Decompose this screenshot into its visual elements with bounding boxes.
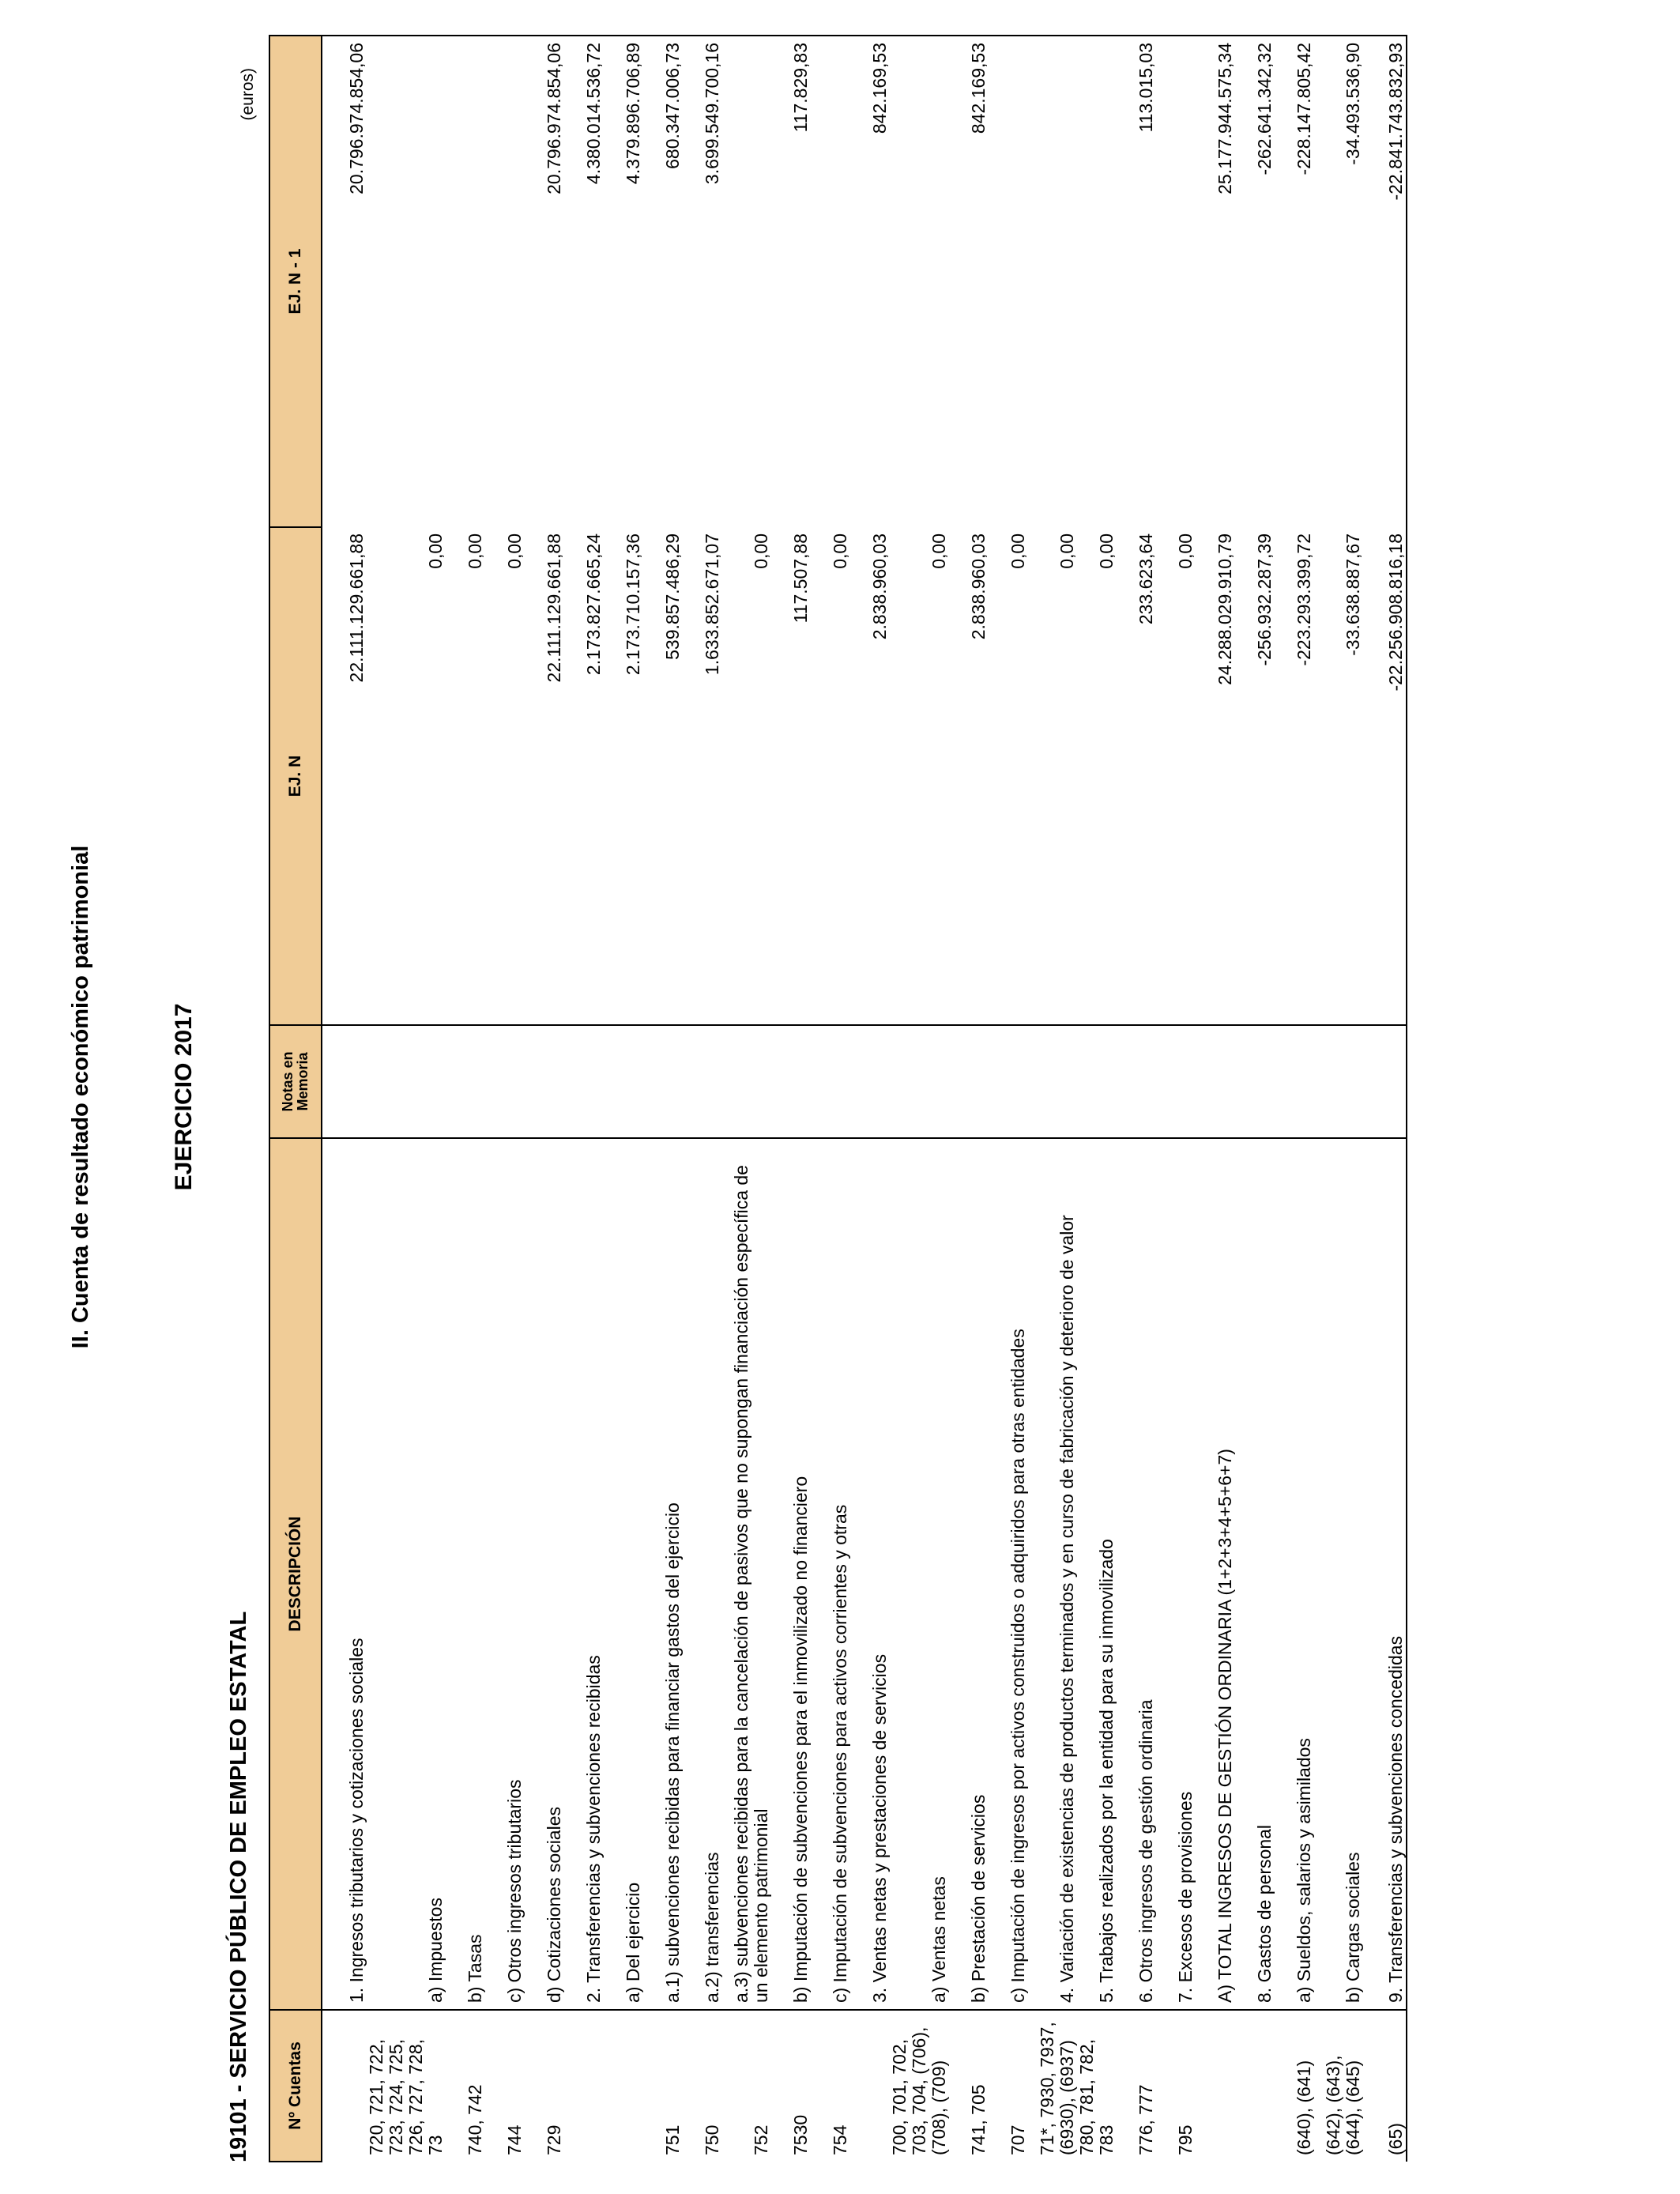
- account-cell: 795: [1175, 2124, 1196, 2155]
- table-row: [989, 36, 1028, 2162]
- account-cell: (65): [1363, 2010, 1407, 2162]
- notes-cell: [1275, 1025, 1314, 1138]
- table-body: [322, 36, 1407, 2162]
- description-cell: b) Tasas: [446, 1138, 485, 2010]
- year-n-cell: 0,00: [929, 533, 949, 569]
- description-cell: a.3) subvenciones recibidas para la cancelación de pasivos que no supongan financiación específica de un elemento patrimonial: [722, 1138, 771, 2010]
- notes-cell: [564, 1025, 604, 1138]
- notes-cell: [322, 1025, 367, 1138]
- account-cell: 752: [751, 2124, 771, 2155]
- description-cell: 1. Ingresos tributarios y cotizaciones sociales: [322, 1138, 367, 2010]
- description-cell: c) Imputación de subvenciones para activos corrientes y otras: [811, 1138, 850, 2010]
- account-cell: (640), (641): [1294, 2060, 1314, 2155]
- year-n1-cell: 3.699.549.700,16: [683, 36, 722, 527]
- table-row: [525, 36, 564, 2162]
- year-n-cell: 233.623,64: [1136, 533, 1156, 625]
- year-n1-cell: 4.379.896.706,89: [604, 36, 643, 527]
- description-cell: b) Imputación de subvenciones para el inmovilizado no financiero: [771, 1138, 811, 2010]
- account-cell: 780, 781, 782, 783: [1076, 2038, 1117, 2155]
- year-n-cell: 0,00: [1008, 533, 1028, 569]
- notes-cell: [949, 1025, 989, 1138]
- income-statement-table: [269, 35, 1407, 2162]
- account-cell: 741, 705: [968, 2084, 989, 2155]
- year-n-cell: 2.838.960,03: [968, 533, 989, 640]
- account-cell: [1235, 2010, 1275, 2162]
- year-n-cell: -256.932.287,39: [1254, 533, 1275, 666]
- col-header-accounts: Nº Cuentas: [269, 2010, 322, 2162]
- account-cell: [604, 2010, 643, 2162]
- notes-cell: [683, 1025, 722, 1138]
- account-cell: [850, 2010, 890, 2162]
- description-cell: a.1) subvenciones recibidas para financiar gastos del ejercicio: [643, 1138, 683, 2010]
- notes-cell: [604, 1025, 643, 1138]
- table-row: [322, 36, 367, 2162]
- table-row: [643, 36, 683, 2162]
- table-row: [367, 36, 446, 2162]
- table-row: [1156, 36, 1196, 2162]
- page-title: II. Cuenta de resultado económico patrimonial: [68, 845, 93, 1349]
- year-n-cell: 0,00: [751, 533, 771, 569]
- year-n-cell: -33.638.887,67: [1343, 533, 1363, 656]
- year-n-cell: -223.293.399,72: [1294, 533, 1314, 666]
- account-cell: 776, 777: [1136, 2084, 1156, 2155]
- table-row: [604, 36, 643, 2162]
- account-cell: 750: [702, 2124, 722, 2155]
- notes-cell: [643, 1025, 683, 1138]
- notes-cell: [989, 1025, 1028, 1138]
- year-n-cell: 0,00: [465, 533, 485, 569]
- table-row: [1028, 36, 1077, 2162]
- table-row: [1275, 36, 1314, 2162]
- table-row: [771, 36, 811, 2162]
- year-n1-cell: -22.841.743.832,93: [1363, 36, 1407, 527]
- notes-cell: [1077, 1025, 1117, 1138]
- table-row: [850, 36, 890, 2162]
- year-n1-cell: 117.829,83: [771, 36, 811, 527]
- description-cell: a) Ventas netas: [890, 1138, 949, 2010]
- table-row: [446, 36, 485, 2162]
- year-n-cell: 0,00: [425, 533, 446, 569]
- year-n-cell: 539.857.486,29: [662, 533, 683, 660]
- notes-cell: [1314, 1025, 1363, 1138]
- table-row: [485, 36, 525, 2162]
- year-n-cell: 22.111.129.661,88: [544, 533, 564, 683]
- description-cell: c) Otros ingresos tributarios: [485, 1138, 525, 2010]
- description-cell: a) Impuestos: [367, 1138, 446, 2010]
- year-n1-cell: 842.169,53: [949, 36, 989, 527]
- account-cell: 751: [662, 2124, 683, 2155]
- year-n1-cell: [890, 36, 949, 527]
- year-n1-cell: 20.796.974.854,06: [322, 36, 367, 527]
- year-n1-cell: 113.015,03: [1117, 36, 1156, 527]
- notes-cell: [446, 1025, 485, 1138]
- table-row: [722, 36, 771, 2162]
- year-n-cell: 2.173.827.665,24: [583, 533, 604, 676]
- account-cell: 707: [1008, 2124, 1028, 2155]
- description-cell: 3. Ventas netas y prestaciones de servicios: [850, 1138, 890, 2010]
- account-cell: 71*, 7930, 7937, (6930), (6937): [1037, 2022, 1077, 2155]
- year-n1-cell: [1077, 36, 1117, 527]
- table-row: [1314, 36, 1363, 2162]
- account-cell: 740, 742: [465, 2084, 485, 2155]
- year-n1-cell: [1156, 36, 1196, 527]
- description-cell: c) Imputación de ingresos por activos construidos o adquiridos para otras entidades: [989, 1138, 1028, 2010]
- account-cell: 7530: [790, 2114, 811, 2155]
- table-row: [1077, 36, 1117, 2162]
- year-n1-cell: 25.177.944.575,34: [1196, 36, 1235, 527]
- account-cell: [564, 2010, 604, 2162]
- year-n-cell: 0,00: [1175, 533, 1196, 569]
- year-n-cell: 0,00: [1057, 533, 1077, 569]
- account-cell: 729: [544, 2124, 564, 2155]
- notes-cell: [485, 1025, 525, 1138]
- year-n-cell: 0,00: [830, 533, 850, 569]
- account-cell: 754: [830, 2124, 850, 2155]
- year-n1-cell: -262.641.342,32: [1235, 36, 1275, 527]
- entity-name: 19101 - SERVICIO PÚBLICO DE EMPLEO ESTATAL: [226, 1611, 251, 2162]
- col-header-year-n: EJ. N: [269, 527, 322, 1025]
- currency-label: (euros): [239, 68, 257, 121]
- year-n-cell: 24.288.029.910,79: [1215, 533, 1235, 685]
- year-n-cell: 2.838.960,03: [869, 533, 890, 640]
- year-n-cell: 0,00: [1096, 533, 1117, 569]
- table-row: [949, 36, 989, 2162]
- year-n1-cell: [367, 36, 446, 527]
- notes-cell: [1235, 1025, 1275, 1138]
- description-cell: 9. Transferencias y subvenciones concedidas: [1363, 1138, 1407, 2010]
- description-cell: a) Del ejercicio: [604, 1138, 643, 2010]
- description-cell: 6. Otros ingresos de gestión ordinaria: [1117, 1138, 1156, 2010]
- description-cell: b) Prestación de servicios: [949, 1138, 989, 2010]
- notes-cell: [850, 1025, 890, 1138]
- table-row: [890, 36, 949, 2162]
- account-cell: (642), (643), (644), (645): [1323, 2055, 1363, 2155]
- notes-cell: [890, 1025, 949, 1138]
- year-n1-cell: -228.147.805,42: [1275, 36, 1314, 527]
- fiscal-year-title: EJERCICIO 2017: [171, 1003, 197, 1191]
- notes-cell: [367, 1025, 446, 1138]
- year-n1-cell: -34.493.536,90: [1314, 36, 1363, 527]
- table-row: [1363, 36, 1407, 2162]
- description-cell: 4. Variación de existencias de productos terminados y en curso de fabricación y deterioro de valor: [1028, 1138, 1077, 2010]
- year-n1-cell: [811, 36, 850, 527]
- notes-cell: [525, 1025, 564, 1138]
- col-header-notes: Notas en Memoria: [269, 1025, 322, 1138]
- notes-cell: [771, 1025, 811, 1138]
- year-n-cell: 117.507,88: [790, 533, 811, 624]
- table-row: [1196, 36, 1235, 2162]
- notes-cell: [1117, 1025, 1156, 1138]
- year-n-cell: 22.111.129.661,88: [346, 533, 367, 683]
- year-n1-cell: 20.796.974.854,06: [525, 36, 564, 527]
- description-cell: 5. Trabajos realizados por la entidad para su inmovilizado: [1077, 1138, 1117, 2010]
- description-cell: 8. Gastos de personal: [1235, 1138, 1275, 2010]
- year-n1-cell: 842.169,53: [850, 36, 890, 527]
- col-header-description: DESCRIPCIÓN: [269, 1138, 322, 2010]
- year-n1-cell: [485, 36, 525, 527]
- year-n1-cell: [989, 36, 1028, 527]
- description-cell: a.2) transferencias: [683, 1138, 722, 2010]
- description-cell: d) Cotizaciones sociales: [525, 1138, 564, 2010]
- table-row: [1117, 36, 1156, 2162]
- table-row: [811, 36, 850, 2162]
- year-n1-cell: 680.347.006,73: [643, 36, 683, 527]
- notes-cell: [811, 1025, 850, 1138]
- table-header-row: [269, 36, 322, 2162]
- account-cell: [1196, 2010, 1235, 2162]
- account-cell: 720, 721, 722, 723, 724, 725, 726, 727, 728, 73: [366, 2038, 446, 2155]
- notes-cell: [1156, 1025, 1196, 1138]
- year-n-cell: 1.633.852.671,07: [702, 533, 722, 676]
- col-header-year-n1: EJ. N - 1: [269, 36, 322, 527]
- notes-cell: [722, 1025, 771, 1138]
- description-cell: b) Cargas sociales: [1314, 1138, 1363, 2010]
- description-cell: a) Sueldos, salarios y asimilados: [1275, 1138, 1314, 2010]
- year-n1-cell: 4.380.014.536,72: [564, 36, 604, 527]
- table-row: [683, 36, 722, 2162]
- notes-cell: [1028, 1025, 1077, 1138]
- account-cell: 744: [504, 2124, 525, 2155]
- year-n1-cell: [446, 36, 485, 527]
- description-cell: 7. Excesos de provisiones: [1156, 1138, 1196, 2010]
- year-n-cell: -22.256.908.816,18: [1363, 527, 1407, 1025]
- description-cell: A) TOTAL INGRESOS DE GESTIÓN ORDINARIA (1+2+3+4+5+6+7): [1196, 1138, 1235, 2010]
- notes-cell: [1363, 1025, 1407, 1138]
- table-row: [564, 36, 604, 2162]
- description-cell: 2. Transferencias y subvenciones recibidas: [564, 1138, 604, 2010]
- account-cell: 700, 701, 702, 703, 704, (706), (708), (709): [889, 2026, 949, 2155]
- notes-cell: [1196, 1025, 1235, 1138]
- table-row: [1235, 36, 1275, 2162]
- year-n1-cell: [1028, 36, 1077, 527]
- year-n-cell: 2.173.710.157,36: [623, 533, 643, 676]
- account-cell: [322, 2010, 367, 2162]
- year-n-cell: 0,00: [504, 533, 525, 569]
- year-n1-cell: [722, 36, 771, 527]
